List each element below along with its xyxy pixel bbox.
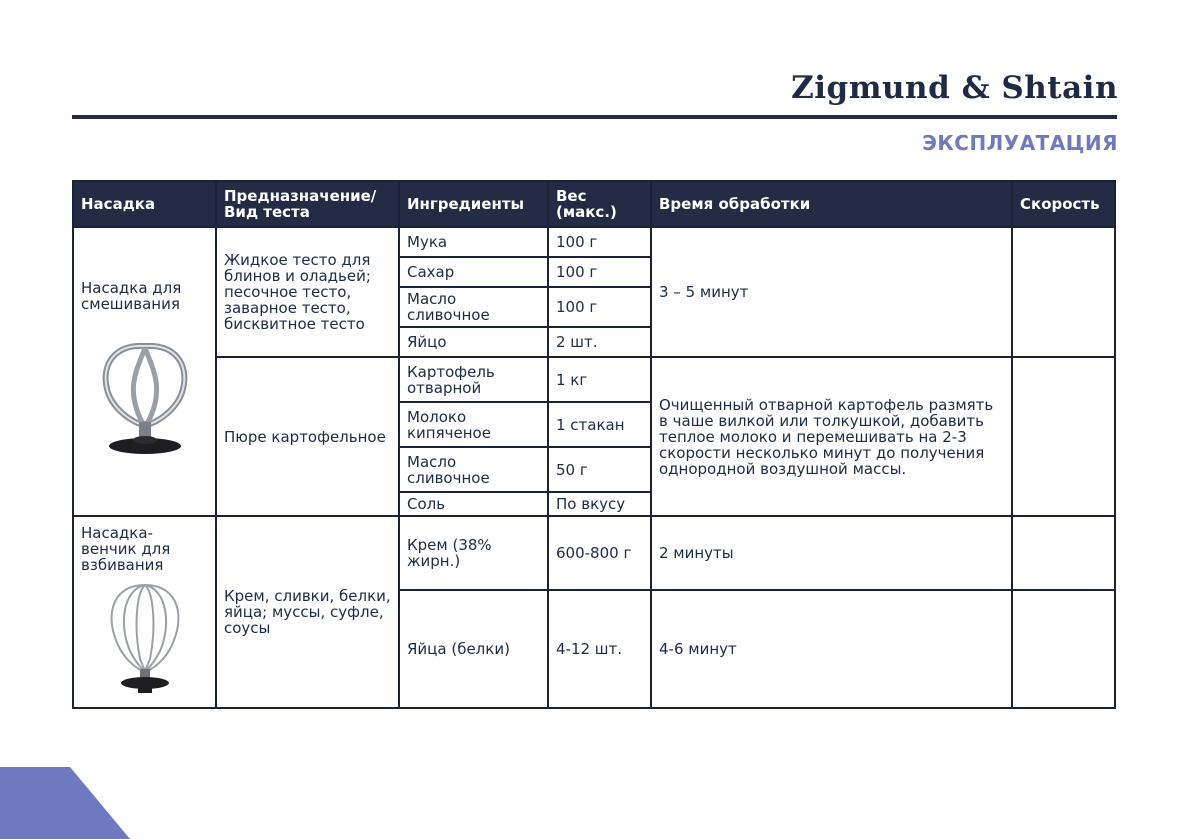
- weight-cell: 600-800 г: [548, 516, 651, 590]
- weight-cell: 100 г: [548, 227, 651, 257]
- ingredient-cell: Яйца (белки): [399, 590, 548, 708]
- header-speed: Скорость: [1012, 181, 1115, 227]
- header-ingredients: Ингредиенты: [399, 181, 548, 227]
- speed-cell: [1012, 227, 1115, 357]
- weight-cell: 50 г: [548, 447, 651, 492]
- header-divider: [72, 115, 1117, 119]
- table-row: [73, 516, 1115, 590]
- ingredient-cell: Картофель отварной: [399, 357, 548, 402]
- ingredient-cell: Яйцо: [399, 327, 548, 357]
- attachment-cell-mixer: [73, 227, 216, 516]
- table-row: [73, 357, 1115, 402]
- attachment-cell-whisk: [73, 516, 216, 708]
- table-row: [73, 227, 1115, 257]
- ingredient-cell: Молоко кипяченое: [399, 402, 548, 447]
- paddle-attachment-image: [95, 334, 195, 464]
- operation-table: [72, 180, 1116, 709]
- ingredient-cell: Крем (38% жирн.): [399, 516, 548, 590]
- weight-cell: 1 стакан: [548, 402, 651, 447]
- speed-cell: [1012, 590, 1115, 708]
- header-purpose: Предназначение/ Вид теста: [216, 181, 399, 227]
- ingredient-cell: Масло сливочное: [399, 447, 548, 492]
- whisk-attachment-image: [100, 579, 190, 699]
- header-time: Время обработки: [651, 181, 1012, 227]
- weight-cell: По вкусу: [548, 492, 651, 516]
- ingredient-cell: Мука: [399, 227, 548, 257]
- weight-cell: 1 кг: [548, 357, 651, 402]
- weight-cell: 100 г: [548, 257, 651, 287]
- purpose-cell: Жидкое тесто для блинов и оладьей; песочное тесто, заварное тесто, бисквитное тесто: [216, 227, 399, 357]
- speed-cell: [1012, 357, 1115, 516]
- time-cell: 2 минуты: [651, 516, 1012, 590]
- attachment-label: Насадка для смешивания: [81, 278, 182, 313]
- purpose-cell: Пюре картофельное: [216, 357, 399, 516]
- ingredient-cell: Сахар: [399, 257, 548, 287]
- header-attachment: Насадка: [73, 181, 216, 227]
- time-cell: 4-6 минут: [651, 590, 1012, 708]
- weight-cell: 2 шт.: [548, 327, 651, 357]
- brand-logo: Zigmund & Shtain: [791, 70, 1118, 106]
- header-weight: Вес (макс.): [548, 181, 651, 227]
- time-cell: 3 – 5 минут: [651, 227, 1012, 357]
- section-title: ЭКСПЛУАТАЦИЯ: [922, 131, 1118, 155]
- purpose-cell: Крем, сливки, белки, яйца; муссы, суфле, соусы: [216, 516, 399, 708]
- speed-cell: [1012, 516, 1115, 590]
- attachment-label: Насадка-венчик для взбивания: [81, 524, 171, 574]
- weight-cell: 100 г: [548, 287, 651, 327]
- corner-accent: [0, 767, 130, 839]
- table-header-row: [73, 181, 1115, 227]
- ingredient-cell: Масло сливочное: [399, 287, 548, 327]
- ingredient-cell: Соль: [399, 492, 548, 516]
- time-cell: Очищенный отварной картофель размять в чаше вилкой или толкушкой, добавить теплое молоко и перемешивать на 2-3 скорости несколько минут до получения однородной воздушной массы.: [651, 357, 1012, 516]
- weight-cell: 4-12 шт.: [548, 590, 651, 708]
